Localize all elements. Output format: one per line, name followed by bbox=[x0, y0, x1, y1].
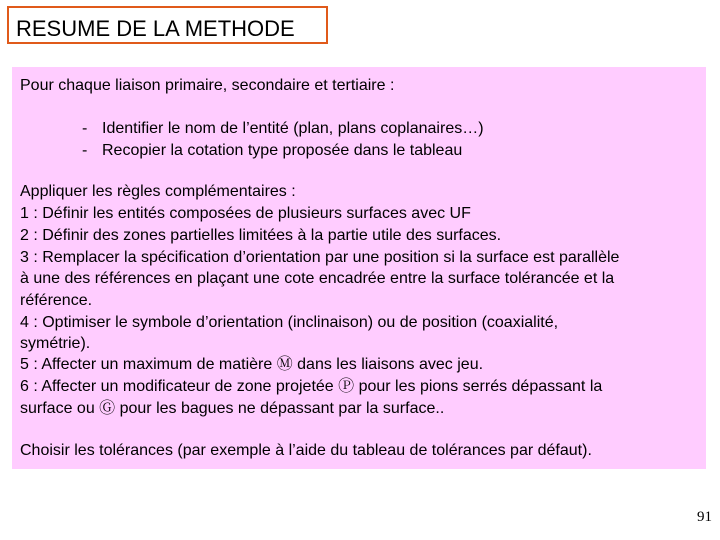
rule-line: 3 : Remplacer la spécification d’orientation par une position si la surface est parallèle bbox=[20, 249, 620, 266]
bullet-text: Identifier le nom de l’entité (plan, plans coplanaires…) bbox=[102, 120, 484, 137]
rule-line: symétrie). bbox=[20, 335, 91, 352]
bullet-item bbox=[82, 141, 462, 161]
method-panel bbox=[12, 67, 706, 469]
bullet-marker: - bbox=[82, 142, 88, 159]
rule-line: 2 : Définir des zones partielles limitées à la partie utile des surfaces. bbox=[20, 227, 502, 244]
intro-text: Pour chaque liaison primaire, secondaire et tertiaire : bbox=[20, 77, 395, 94]
bullet-item bbox=[82, 119, 484, 139]
rule-line: à une des références en plaçant une cote encadrée entre la surface tolérancée et la bbox=[20, 270, 615, 287]
rule-line: 5 : Affecter un maximum de matière Ⓜ dans les liaisons avec jeu. bbox=[20, 356, 484, 373]
conclusion-text: Choisir les tolérances (par exemple à l’aide du tableau de tolérances par défaut). bbox=[20, 442, 592, 459]
rule-line: 6 : Affecter un modificateur de zone projetée Ⓟ pour les pions serrés dépassant la bbox=[20, 378, 603, 395]
rules-heading: Appliquer les règles complémentaires : bbox=[20, 183, 296, 200]
rule-line: 4 : Optimiser le symbole d’orientation (inclinaison) ou de position (coaxialité, bbox=[20, 314, 559, 331]
rule-line: référence. bbox=[20, 292, 93, 309]
page-number: 91 bbox=[697, 509, 712, 525]
page-title: RESUME DE LA METHODE bbox=[16, 16, 295, 41]
bullet-marker: - bbox=[82, 120, 88, 137]
title-box bbox=[7, 6, 328, 44]
rule-line: surface ou Ⓖ pour les bagues ne dépassant par la surface.. bbox=[20, 400, 445, 417]
rule-line: 1 : Définir les entités composées de plusieurs surfaces avec UF bbox=[20, 205, 471, 222]
bullet-text: Recopier la cotation type proposée dans le tableau bbox=[102, 142, 463, 159]
